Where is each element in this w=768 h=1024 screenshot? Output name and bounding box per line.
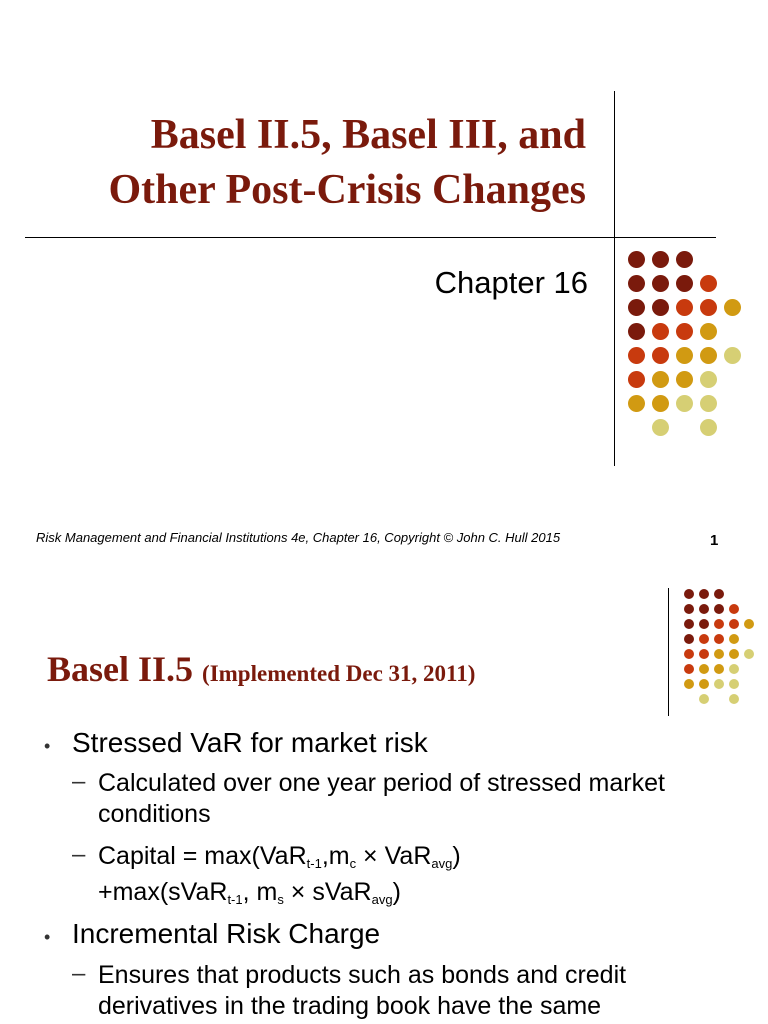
decorative-dot [700,347,717,364]
decorative-dot [652,251,669,268]
decorative-dot [724,299,741,316]
decorative-dot [729,634,739,644]
horizontal-divider [25,237,716,238]
vertical-divider-small [668,588,669,716]
decorative-dot [714,589,724,599]
decorative-dot [729,649,739,659]
decorative-dot [699,634,709,644]
slide-2 [0,570,768,1024]
dash-icon: – [72,841,86,868]
decorative-dot [676,371,693,388]
decorative-dot [729,679,739,689]
decorative-dot [699,664,709,674]
decorative-dot [699,679,709,689]
decorative-dot [714,679,724,689]
decorative-dot [700,323,717,340]
decorative-dot [628,275,645,292]
vertical-divider [614,91,615,466]
dash-icon: – [72,768,86,795]
slide-1-title [108,108,586,218]
decorative-dot [676,275,693,292]
title-line-1: Basel II.5, Basel III, and [150,112,586,158]
decorative-dot [676,299,693,316]
bullet-icon: • [44,927,51,947]
decorative-dot [652,371,669,388]
decorative-dot [724,347,741,364]
title-line-2: Other Post-Crisis Changes [108,167,586,213]
decorative-dot [684,619,694,629]
decorative-dot [652,347,669,364]
decorative-dot [714,619,724,629]
decorative-dot [700,419,717,436]
sub-bullet-calculated: Calculated over one year period of stressed market conditions [98,769,665,828]
decorative-dot [699,619,709,629]
footer-copyright: Risk Management and Financial Institutions 4e, Chapter 16, Copyright © John C. Hull 2015 [36,530,561,545]
decorative-dot [684,649,694,659]
chapter-subtitle: Chapter 16 [434,265,588,300]
decorative-dot [729,619,739,629]
sub-bullet-ensures: Ensures that products such as bonds and credit derivatives in the trading book have the same [98,961,627,1020]
decorative-dot [628,371,645,388]
page-number: 1 [710,532,719,549]
title-date-note: (Implemented Dec 31, 2011) [202,661,476,686]
decorative-dot [684,664,694,674]
decorative-dot [676,395,693,412]
decorative-dot [628,299,645,316]
decorative-dot [699,589,709,599]
decorative-dot [699,694,709,704]
decorative-dot [652,275,669,292]
decorative-dot [652,323,669,340]
decorative-dot [652,395,669,412]
sub-bullet-capital-formula: Capital = $\max(VaR_{t-1},m_c \times VaR_{avg})$ [98,842,461,871]
decorative-dot [628,323,645,340]
decorative-dot [652,419,669,436]
decorative-dot [729,664,739,674]
bullet-incremental-risk: Incremental Risk Charge [72,918,381,949]
decorative-dot [684,604,694,614]
decorative-dot [628,251,645,268]
decorative-dot [699,604,709,614]
decorative-dot [684,679,694,689]
decorative-dot [714,604,724,614]
slide-2-title [47,648,475,690]
decorative-dot [700,371,717,388]
decorative-dot [744,619,754,629]
decorative-dot [628,347,645,364]
decorative-dot [729,694,739,704]
decorative-dot [684,634,694,644]
title-main: Basel II.5 [47,649,194,689]
decorative-dot [628,395,645,412]
bullet-stressed-var: Stressed VaR for market risk [72,727,428,758]
decorative-dot [729,604,739,614]
decorative-dot [714,664,724,674]
bullet-icon: • [44,736,51,756]
decorative-dot [700,275,717,292]
decorative-dot [676,323,693,340]
dash-icon: – [72,960,86,987]
decorative-dot [676,347,693,364]
decorative-dot [652,299,669,316]
decorative-dot [700,395,717,412]
decorative-dot [684,589,694,599]
capital-formula-continuation: +max(sVaR$_{t-1}$, $m_s$ × sVaR$_{avg}$) [98,878,401,907]
decorative-dot [714,634,724,644]
decorative-dot [700,299,717,316]
decorative-dot [676,251,693,268]
decorative-dot [744,649,754,659]
decorative-dot [714,649,724,659]
decorative-dot [699,649,709,659]
